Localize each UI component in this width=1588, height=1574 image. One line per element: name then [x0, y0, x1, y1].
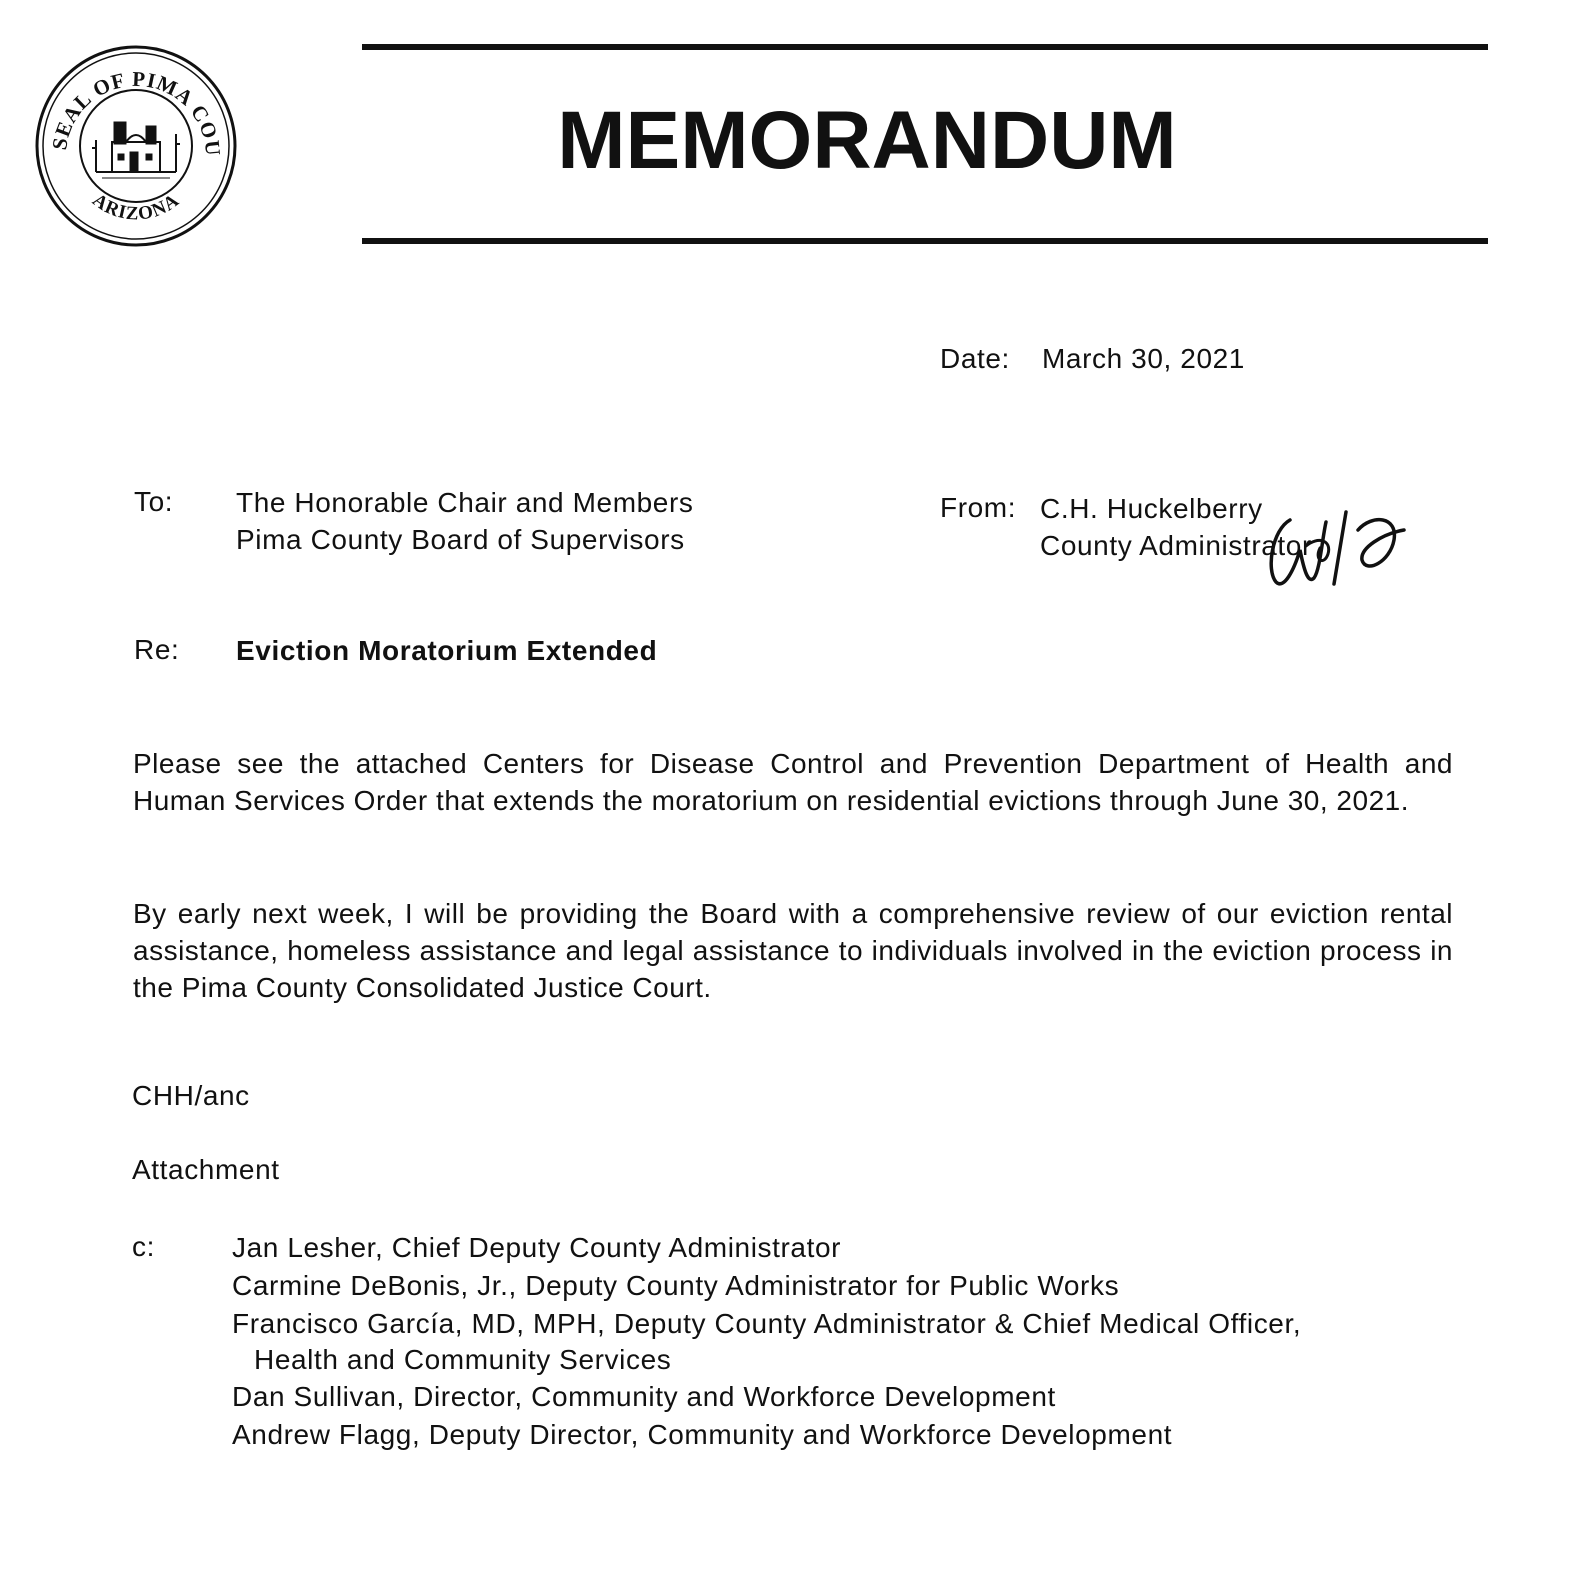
- to-line: The Honorable Chair and Members: [236, 487, 694, 518]
- header-rule-bottom: [362, 238, 1488, 244]
- re-label: Re:: [134, 634, 180, 665]
- attachment-note: Attachment: [132, 1154, 280, 1185]
- cc-recipient: Dan Sullivan, Director, Community and Workforce Development: [232, 1381, 1056, 1412]
- date-value: March 30, 2021: [1042, 343, 1245, 374]
- signature: [1262, 500, 1412, 592]
- to-line: Pima County Board of Supervisors: [236, 524, 685, 555]
- cc-recipient: Carmine DeBonis, Jr., Deputy County Administrator for Public Works: [232, 1270, 1120, 1301]
- from-line: County Administrator: [1040, 530, 1312, 561]
- from-line: C.H. Huckelberry: [1040, 493, 1263, 524]
- cc-recipient: Jan Lesher, Chief Deputy County Administrator: [232, 1232, 842, 1263]
- cc-label: c:: [132, 1231, 155, 1262]
- date-label: Date:: [940, 343, 1010, 374]
- to-label: To:: [134, 486, 174, 517]
- memo-title: MEMORANDUM: [557, 95, 1177, 186]
- from-label: From:: [940, 492, 1017, 523]
- county-seal-icon: [34, 44, 238, 248]
- cc-recipient-continued: Health and Community Services: [254, 1344, 672, 1375]
- cc-recipient: Francisco García, MD, MPH, Deputy County Administrator & Chief Medical Officer,: [232, 1308, 1302, 1339]
- header-rule-top: [362, 44, 1488, 50]
- county-seal: [34, 44, 238, 248]
- svg-text:THE SEAL OF PIMA COUNTY: SEAL OF PIMA COU: [47, 66, 226, 158]
- re-subject: Eviction Moratorium Extended: [236, 635, 658, 666]
- body-paragraph: Please see the attached Centers for Disease Control and Prevention Department of Health and Human Services Order that extends the moratorium on residential evictions through June 30, 2021.: [133, 748, 1453, 816]
- cc-recipient: Andrew Flagg, Deputy Director, Community and Workforce Development: [232, 1419, 1173, 1450]
- body-paragraph: By early next week, I will be providing the Board with a comprehensive review of our eviction rental assistance, homeless assistance and legal assistance to individuals involved in the eviction process in the Pima County Consolidated Justice Court.: [133, 898, 1453, 1003]
- svg-text:ARIZONA: ARIZONA: [88, 189, 184, 225]
- author-initials: CHH/anc: [132, 1080, 250, 1111]
- handwritten-signature-icon: [1262, 500, 1412, 592]
